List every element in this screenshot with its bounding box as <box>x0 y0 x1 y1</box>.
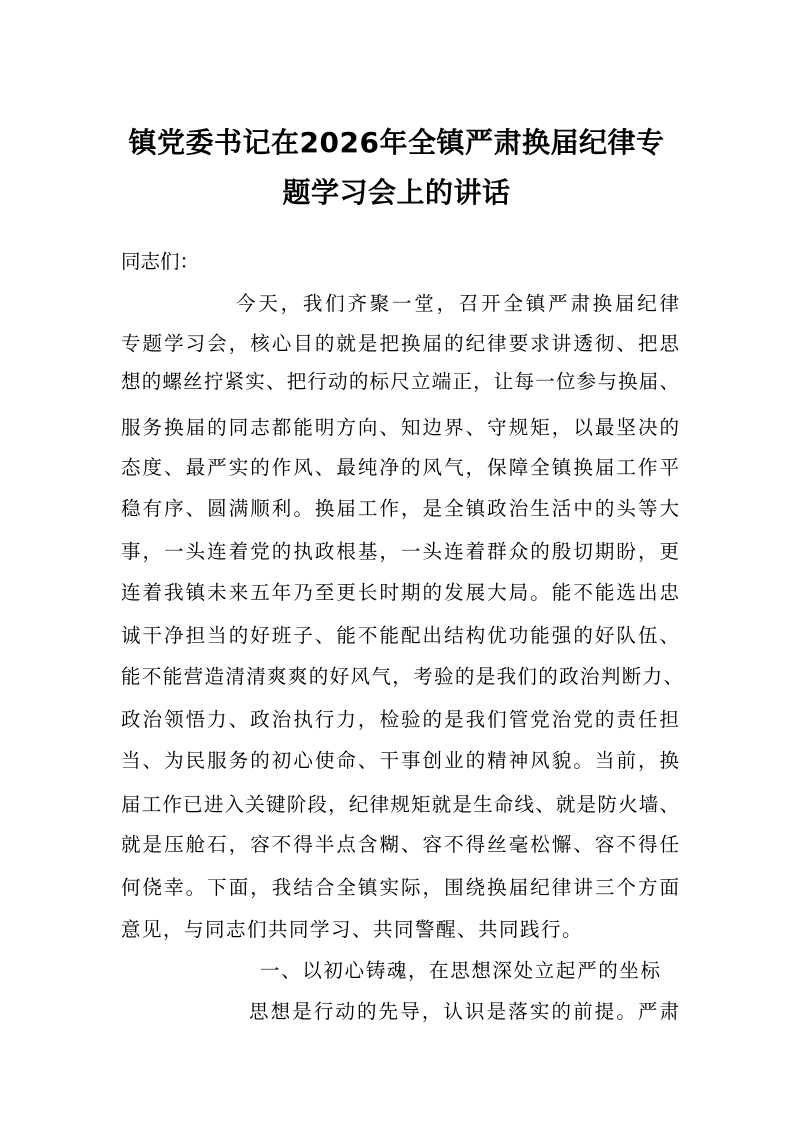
document-title-line-1: 镇党委书记在2026年全镇严肃换届纪律专 <box>128 126 665 159</box>
paragraph-line: 政治领悟力、政治执行力，检验的是我们管党治党的责任担 <box>121 708 679 731</box>
document-title-line-2: 题学习会上的讲话 <box>282 176 511 209</box>
paragraph-line: 事，一头连着党的执政根基，一头连着群众的殷切期盼，更 <box>121 540 679 563</box>
paragraph-line: 能不能营造清清爽爽的好风气，考验的是我们的政治判断力、 <box>121 665 683 688</box>
paragraph-line: 何侥幸。下面，我结合全镇实际，围绕换届纪律讲三个方面 <box>121 876 679 899</box>
paragraph-line: 就是压舱石，容不得半点含糊、容不得丝毫松懈、容不得任 <box>121 833 679 856</box>
paragraph-line: 专题学习会，核心目的就是把换届的纪律要求讲透彻、把思 <box>121 332 679 355</box>
paragraph-line: 届工作已进入关键阶段，纪律规矩就是生命线、就是防火墙、 <box>121 793 679 816</box>
paragraph-line: 态度、最严实的作风、最纯净的风气，保障全镇换届工作平 <box>121 456 679 479</box>
paragraph-line: 稳有序、圆满顺利。换届工作，是全镇政治生活中的头等大 <box>121 497 679 520</box>
paragraph-line: 想的螺丝拧紧实、把行动的标尺立端正，让每一位参与换届、 <box>121 370 679 393</box>
paragraph-line: 意见，与同志们共同学习、共同警醒、共同践行。 <box>121 918 584 941</box>
paragraph-line: 连着我镇未来五年乃至更长时期的发展大局。能不能选出忠 <box>121 581 679 604</box>
paragraph-line: 诚干净担当的好班子、能不能配出结构优功能强的好队伍、 <box>121 624 679 647</box>
salutation: 同志们： <box>121 250 200 273</box>
paragraph-line: 今天，我们齐聚一堂，召开全镇严肃换届纪律 <box>236 292 679 315</box>
paragraph-line: 服务换届的同志都能明方向、知边界、守规矩，以最坚决的 <box>121 416 679 439</box>
section-heading: 一、以初心铸魂，在思想深处立起严的坐标 <box>260 959 660 982</box>
paragraph-line: 当、为民服务的初心使命、干事创业的精神风貌。当前，换 <box>121 749 679 772</box>
paragraph-line: 思想是行动的先导，认识是落实的前提。严肃 <box>249 1000 679 1023</box>
